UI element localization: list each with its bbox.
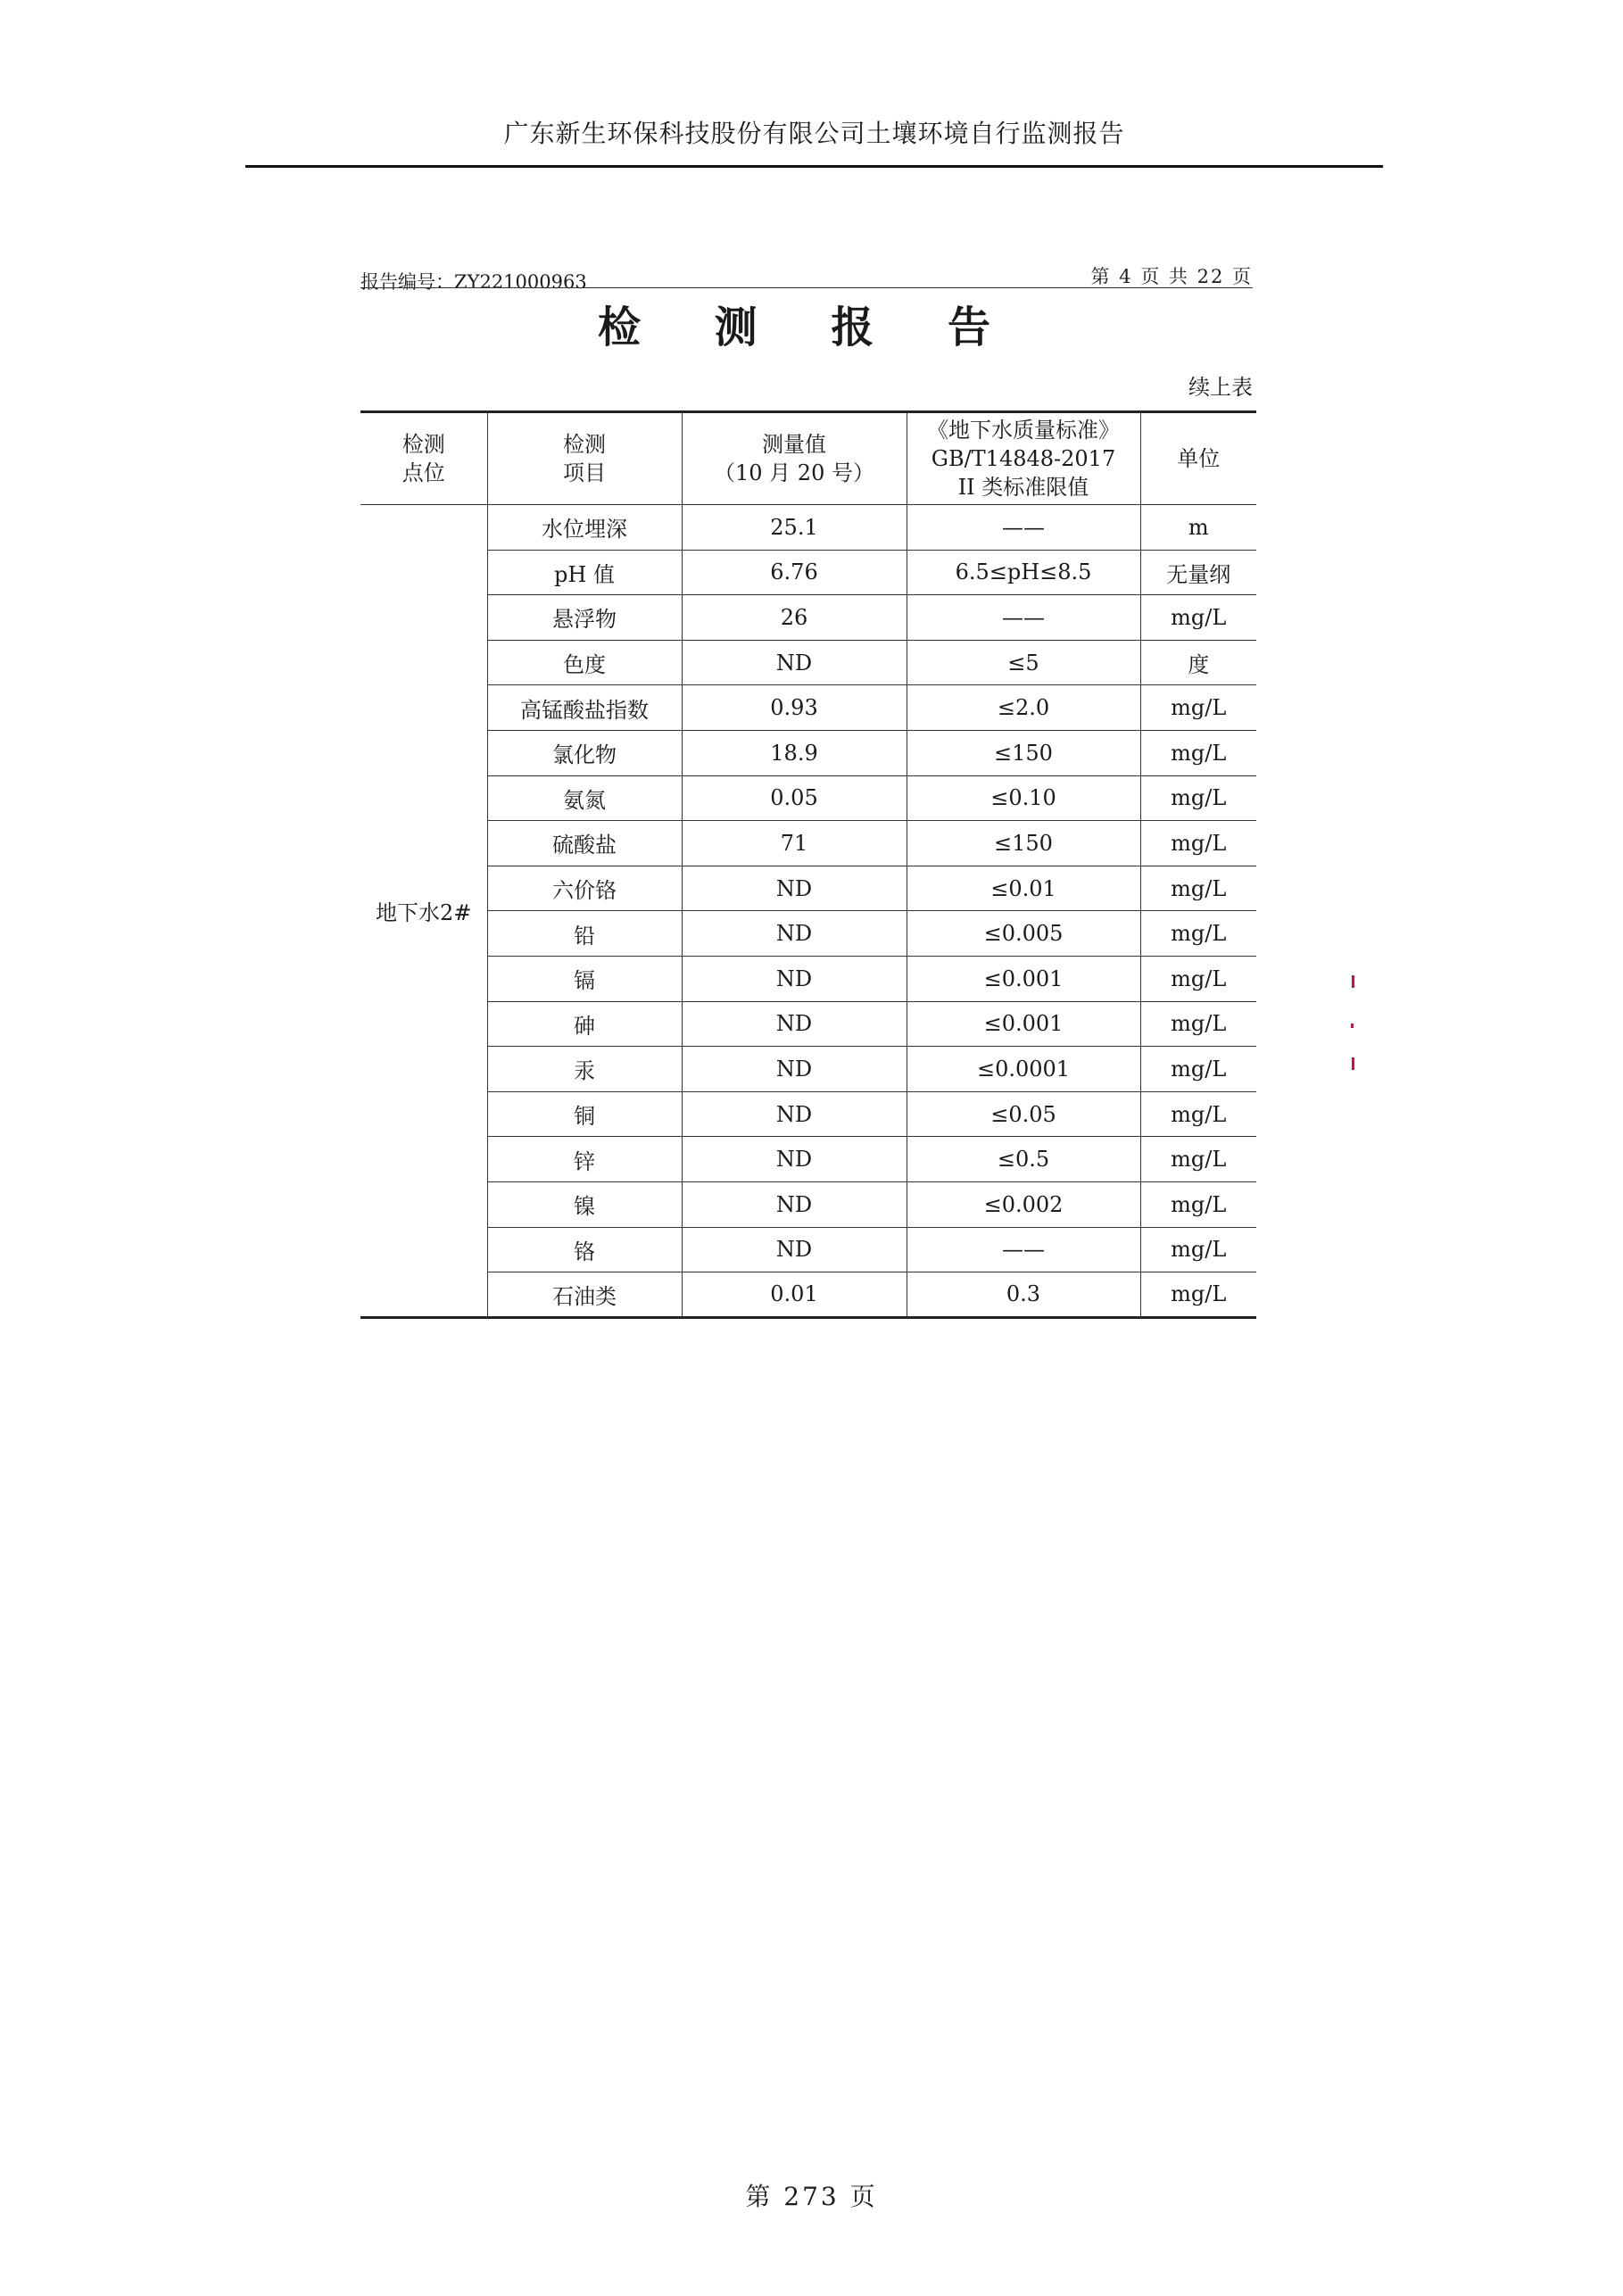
value-cell: ND [682, 1091, 907, 1137]
value-cell: 71 [682, 821, 907, 866]
value-cell: 0.01 [682, 1272, 907, 1318]
limit-cell: ≤150 [907, 821, 1140, 866]
limit-cell: ≤0.5 [907, 1137, 1140, 1182]
table-row [360, 1047, 1256, 1092]
unit-cell: mg/L [1140, 1272, 1256, 1318]
header-standard: 《地下水质量标准》 GB/T14848-2017 II 类标准限值 [907, 412, 1140, 505]
limit-cell: —— [907, 595, 1140, 641]
unit-cell: mg/L [1140, 866, 1256, 911]
table-row [360, 730, 1256, 775]
item-cell: 石油类 [487, 1272, 682, 1318]
header-measured: 测量值 （10 月 20 号） [682, 412, 907, 505]
value-cell: 25.1 [682, 505, 907, 551]
limit-cell: ≤0.005 [907, 911, 1140, 957]
item-cell: 氨氮 [487, 775, 682, 821]
item-cell: 硫酸盐 [487, 821, 682, 866]
item-cell: 镍 [487, 1181, 682, 1227]
unit-cell: mg/L [1140, 911, 1256, 957]
value-cell: 18.9 [682, 730, 907, 775]
report-title-char: 报 [831, 303, 874, 352]
unit-cell: mg/L [1140, 821, 1256, 866]
stamp-mark [1352, 1057, 1354, 1070]
value-cell: ND [682, 1047, 907, 1092]
unit-cell: mg/L [1140, 1047, 1256, 1092]
value-cell: 0.05 [682, 775, 907, 821]
value-cell: ND [682, 640, 907, 685]
report-title-char: 测 [714, 303, 758, 352]
table-row [360, 1137, 1256, 1182]
location-cell: 地下水2# [360, 505, 487, 1318]
report-number: 报告编号：ZY221000963 [360, 271, 587, 293]
stamp-mark [1351, 1024, 1354, 1028]
stamp-mark [1352, 975, 1354, 988]
table-row [360, 866, 1256, 911]
unit-cell: 度 [1140, 640, 1256, 685]
table-header-row [360, 412, 1256, 505]
item-cell: 氯化物 [487, 730, 682, 775]
unit-cell: mg/L [1140, 595, 1256, 641]
value-cell: ND [682, 1227, 907, 1272]
document-header: 广东新生环保科技股份有限公司土壤环境自行监测报告 [503, 119, 1125, 148]
header-rule [245, 165, 1383, 168]
results-table [360, 410, 1256, 1319]
continued-label: 续上表 [1188, 375, 1253, 400]
unit-cell: mg/L [1140, 956, 1256, 1001]
header-location: 检测 点位 [360, 412, 487, 505]
table-row [360, 775, 1256, 821]
item-cell: 镉 [487, 956, 682, 1001]
unit-cell: mg/L [1140, 1001, 1256, 1047]
value-cell: ND [682, 911, 907, 957]
table-body [360, 505, 1256, 1318]
item-cell: 高锰酸盐指数 [487, 685, 682, 731]
limit-cell: 6.5≤pH≤8.5 [907, 550, 1140, 595]
table-row [360, 1272, 1256, 1318]
unit-cell: m [1140, 505, 1256, 551]
item-cell: 汞 [487, 1047, 682, 1092]
value-cell: ND [682, 956, 907, 1001]
table-row [360, 505, 1256, 551]
header-unit: 单位 [1140, 412, 1256, 505]
report-title [598, 293, 990, 354]
limit-cell: ≤2.0 [907, 685, 1140, 731]
item-cell: 铬 [487, 1227, 682, 1272]
table-row [360, 1181, 1256, 1227]
item-cell: 铅 [487, 911, 682, 957]
report-page-count: 第 4 页 共 22 页 [1090, 266, 1253, 287]
scanned-report [357, 250, 1258, 1356]
table-row [360, 1001, 1256, 1047]
unit-cell: mg/L [1140, 1227, 1256, 1272]
unit-cell: mg/L [1140, 685, 1256, 731]
limit-cell: ≤5 [907, 640, 1140, 685]
limit-cell: ≤0.10 [907, 775, 1140, 821]
table-row [360, 1091, 1256, 1137]
item-cell: pH 值 [487, 550, 682, 595]
page-number: 第 273 页 [745, 2182, 878, 2211]
unit-cell: 无量纲 [1140, 550, 1256, 595]
limit-cell: ≤150 [907, 730, 1140, 775]
value-cell: 0.93 [682, 685, 907, 731]
report-title-char: 告 [947, 303, 990, 352]
table-row [360, 550, 1256, 595]
table-row [360, 685, 1256, 731]
item-cell: 色度 [487, 640, 682, 685]
report-rule [360, 287, 1253, 288]
unit-cell: mg/L [1140, 775, 1256, 821]
limit-cell: ≤0.01 [907, 866, 1140, 911]
table-row [360, 595, 1256, 641]
table-row [360, 911, 1256, 957]
limit-cell: ≤0.002 [907, 1181, 1140, 1227]
limit-cell: 0.3 [907, 1272, 1140, 1318]
unit-cell: mg/L [1140, 1181, 1256, 1227]
table-row [360, 821, 1256, 866]
value-cell: 6.76 [682, 550, 907, 595]
unit-cell: mg/L [1140, 1137, 1256, 1182]
report-title-char: 检 [598, 303, 642, 352]
value-cell: ND [682, 1137, 907, 1182]
header-item: 检测 项目 [487, 412, 682, 505]
limit-cell: —— [907, 1227, 1140, 1272]
value-cell: ND [682, 1181, 907, 1227]
table-row [360, 956, 1256, 1001]
item-cell: 砷 [487, 1001, 682, 1047]
value-cell: ND [682, 866, 907, 911]
item-cell: 水位埋深 [487, 505, 682, 551]
item-cell: 悬浮物 [487, 595, 682, 641]
limit-cell: ≤0.05 [907, 1091, 1140, 1137]
item-cell: 铜 [487, 1091, 682, 1137]
unit-cell: mg/L [1140, 1091, 1256, 1137]
value-cell: 26 [682, 595, 907, 641]
limit-cell: —— [907, 505, 1140, 551]
value-cell: ND [682, 1001, 907, 1047]
limit-cell: ≤0.001 [907, 956, 1140, 1001]
item-cell: 六价铬 [487, 866, 682, 911]
limit-cell: ≤0.0001 [907, 1047, 1140, 1092]
table-row [360, 1227, 1256, 1272]
item-cell: 锌 [487, 1137, 682, 1182]
table-row [360, 640, 1256, 685]
unit-cell: mg/L [1140, 730, 1256, 775]
limit-cell: ≤0.001 [907, 1001, 1140, 1047]
